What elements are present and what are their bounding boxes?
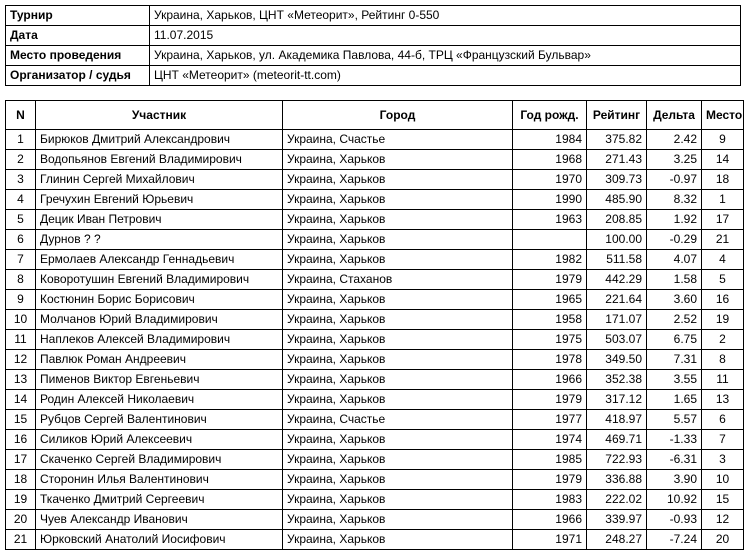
cell-n: 2 [6,150,36,170]
cell-year: 1977 [513,410,587,430]
cell-player: Ермолаев Александр Геннадьевич [36,250,283,270]
cell-n: 5 [6,210,36,230]
cell-year: 1979 [513,390,587,410]
cell-place: 18 [702,170,744,190]
cell-city: Украина, Харьков [283,230,513,250]
cell-rating: 511.58 [587,250,647,270]
cell-player: Коворотушин Евгений Владимирович [36,270,283,290]
info-label: Организатор / судья [6,66,150,86]
cell-year: 1965 [513,290,587,310]
cell-rating: 352.38 [587,370,647,390]
table-row [6,310,744,330]
results-table [5,100,744,550]
cell-year [513,230,587,250]
cell-city: Украина, Харьков [283,250,513,270]
header-rating: Рейтинг [587,101,647,130]
info-value: Украина, Харьков, ЦНТ «Метеорит», Рейтинг 0-550 [150,6,741,26]
cell-year: 1985 [513,450,587,470]
cell-city: Украина, Харьков [283,190,513,210]
header-city: Город [283,101,513,130]
cell-place: 5 [702,270,744,290]
cell-delta: -0.97 [647,170,702,190]
cell-place: 7 [702,430,744,450]
cell-rating: 485.90 [587,190,647,210]
cell-year: 1978 [513,350,587,370]
cell-city: Украина, Харьков [283,290,513,310]
cell-player: Чуев Александр Иванович [36,510,283,530]
cell-player: Децик Иван Петрович [36,210,283,230]
cell-year: 1971 [513,530,587,550]
cell-rating: 271.43 [587,150,647,170]
cell-player: Пименов Виктор Евгеньевич [36,370,283,390]
cell-place: 10 [702,470,744,490]
table-row [6,130,744,150]
cell-place: 16 [702,290,744,310]
cell-player: Наплеков Алексей Владимирович [36,330,283,350]
cell-city: Украина, Харьков [283,310,513,330]
info-label: Турнир [6,6,150,26]
cell-rating: 442.29 [587,270,647,290]
cell-delta: 3.60 [647,290,702,310]
cell-delta: 8.32 [647,190,702,210]
cell-place: 19 [702,310,744,330]
cell-n: 13 [6,370,36,390]
cell-delta: 1.92 [647,210,702,230]
cell-delta: 10.92 [647,490,702,510]
cell-rating: 418.97 [587,410,647,430]
cell-place: 9 [702,130,744,150]
cell-place: 4 [702,250,744,270]
cell-rating: 222.02 [587,490,647,510]
cell-n: 9 [6,290,36,310]
cell-place: 20 [702,530,744,550]
info-value: 11.07.2015 [150,26,741,46]
cell-rating: 221.64 [587,290,647,310]
cell-rating: 375.82 [587,130,647,150]
cell-rating: 469.71 [587,430,647,450]
table-row [6,530,744,550]
cell-n: 7 [6,250,36,270]
cell-city: Украина, Харьков [283,150,513,170]
cell-rating: 339.97 [587,510,647,530]
cell-delta: 3.90 [647,470,702,490]
cell-rating: 722.93 [587,450,647,470]
cell-rating: 336.88 [587,470,647,490]
cell-n: 12 [6,350,36,370]
cell-player: Родин Алексей Николаевич [36,390,283,410]
table-row [6,170,744,190]
cell-player: Бирюков Дмитрий Александрович [36,130,283,150]
cell-place: 11 [702,370,744,390]
cell-city: Украина, Харьков [283,490,513,510]
cell-year: 1979 [513,470,587,490]
cell-rating: 171.07 [587,310,647,330]
cell-year: 1982 [513,250,587,270]
cell-city: Украина, Харьков [283,470,513,490]
table-row [6,510,744,530]
table-row [6,210,744,230]
cell-n: 15 [6,410,36,430]
cell-delta: 1.65 [647,390,702,410]
cell-n: 1 [6,130,36,150]
tournament-info-table [5,5,741,86]
cell-year: 1970 [513,170,587,190]
cell-player: Глинин Сергей Михайлович [36,170,283,190]
cell-player: Молчанов Юрий Владимирович [36,310,283,330]
cell-n: 3 [6,170,36,190]
table-row [6,190,744,210]
cell-delta: 1.58 [647,270,702,290]
cell-player: Дурнов ? ? [36,230,283,250]
cell-rating: 503.07 [587,330,647,350]
cell-n: 19 [6,490,36,510]
cell-player: Павлюк Роман Андреевич [36,350,283,370]
cell-delta: 6.75 [647,330,702,350]
cell-city: Украина, Харьков [283,450,513,470]
info-label: Место проведения [6,46,150,66]
cell-delta: 5.57 [647,410,702,430]
cell-player: Ткаченко Дмитрий Сергеевич [36,490,283,510]
table-row [6,330,744,350]
cell-n: 20 [6,510,36,530]
cell-delta: 2.52 [647,310,702,330]
cell-place: 1 [702,190,744,210]
cell-n: 17 [6,450,36,470]
table-row [6,250,744,270]
info-label: Дата [6,26,150,46]
cell-place: 14 [702,150,744,170]
cell-n: 10 [6,310,36,330]
cell-city: Украина, Харьков [283,430,513,450]
cell-year: 1963 [513,210,587,230]
table-row [6,410,744,430]
table-row [6,230,744,250]
cell-year: 1966 [513,370,587,390]
cell-city: Украина, Харьков [283,210,513,230]
cell-year: 1966 [513,510,587,530]
cell-n: 11 [6,330,36,350]
cell-place: 13 [702,390,744,410]
info-row [6,6,741,26]
cell-player: Гречухин Евгений Юрьевич [36,190,283,210]
cell-city: Украина, Харьков [283,530,513,550]
cell-year: 1984 [513,130,587,150]
info-value: ЦНТ «Метеорит» (meteorit-tt.com) [150,66,741,86]
cell-player: Скаченко Сергей Владимирович [36,450,283,470]
header-place: Место [702,101,744,130]
info-value: Украина, Харьков, ул. Академика Павлова, 44-б, ТРЦ «Французский Бульвар» [150,46,741,66]
table-row [6,290,744,310]
cell-player: Юрковский Анатолий Иосифович [36,530,283,550]
cell-place: 17 [702,210,744,230]
cell-player: Костюнин Борис Борисович [36,290,283,310]
table-row [6,470,744,490]
info-row [6,26,741,46]
cell-city: Украина, Харьков [283,350,513,370]
cell-n: 16 [6,430,36,450]
cell-year: 1990 [513,190,587,210]
info-row [6,66,741,86]
table-row [6,270,744,290]
header-player: Участник [36,101,283,130]
cell-place: 6 [702,410,744,430]
cell-delta: 4.07 [647,250,702,270]
header-n: N [6,101,36,130]
cell-player: Сторонин Илья Валентинович [36,470,283,490]
cell-n: 8 [6,270,36,290]
table-row [6,150,744,170]
cell-city: Украина, Харьков [283,370,513,390]
cell-city: Украина, Стаханов [283,270,513,290]
cell-n: 4 [6,190,36,210]
cell-city: Украина, Харьков [283,170,513,190]
cell-delta: 3.55 [647,370,702,390]
cell-rating: 317.12 [587,390,647,410]
cell-city: Украина, Харьков [283,330,513,350]
table-row [6,350,744,370]
cell-city: Украина, Харьков [283,390,513,410]
cell-place: 2 [702,330,744,350]
cell-year: 1975 [513,330,587,350]
table-row [6,450,744,470]
cell-year: 1958 [513,310,587,330]
cell-place: 3 [702,450,744,470]
cell-n: 6 [6,230,36,250]
cell-year: 1979 [513,270,587,290]
info-row [6,46,741,66]
cell-rating: 349.50 [587,350,647,370]
cell-rating: 100.00 [587,230,647,250]
cell-place: 12 [702,510,744,530]
cell-player: Силиков Юрий Алексеевич [36,430,283,450]
cell-player: Водопьянов Евгений Владимирович [36,150,283,170]
cell-delta: -7.24 [647,530,702,550]
table-row [6,490,744,510]
cell-delta: 3.25 [647,150,702,170]
cell-rating: 208.85 [587,210,647,230]
cell-delta: -0.29 [647,230,702,250]
cell-delta: 7.31 [647,350,702,370]
cell-n: 21 [6,530,36,550]
cell-year: 1974 [513,430,587,450]
table-row [6,370,744,390]
cell-year: 1968 [513,150,587,170]
cell-city: Украина, Счастье [283,410,513,430]
table-row [6,430,744,450]
cell-year: 1983 [513,490,587,510]
header-delta: Дельта [647,101,702,130]
cell-delta: -6.31 [647,450,702,470]
cell-rating: 309.73 [587,170,647,190]
cell-n: 14 [6,390,36,410]
cell-player: Рубцов Сергей Валентинович [36,410,283,430]
table-row [6,390,744,410]
cell-delta: -1.33 [647,430,702,450]
cell-n: 18 [6,470,36,490]
cell-place: 8 [702,350,744,370]
cell-place: 21 [702,230,744,250]
cell-city: Украина, Харьков [283,510,513,530]
cell-rating: 248.27 [587,530,647,550]
cell-delta: -0.93 [647,510,702,530]
cell-delta: 2.42 [647,130,702,150]
cell-place: 15 [702,490,744,510]
cell-city: Украина, Счастье [283,130,513,150]
results-header-row [6,101,744,130]
header-year: Год рожд. [513,101,587,130]
